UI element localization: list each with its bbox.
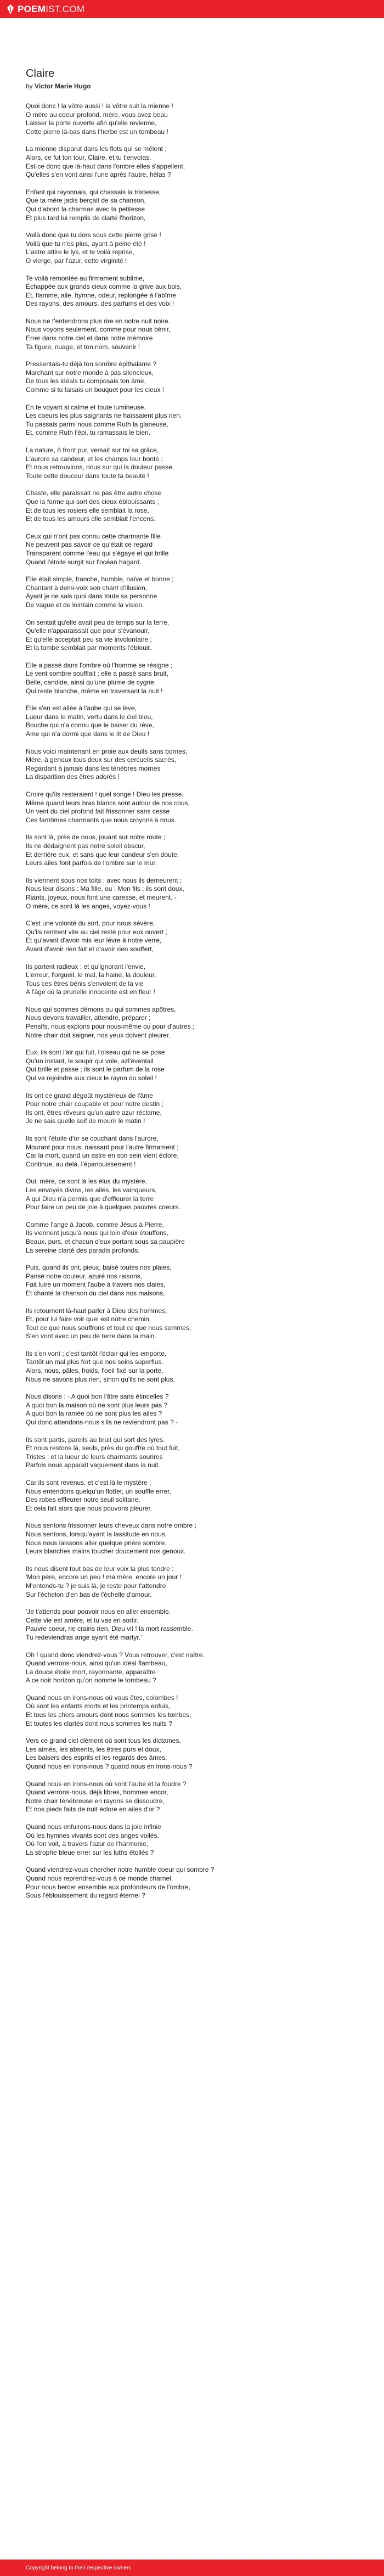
poem-line: Où les hymnes vivants sont des anges voilés,	[26, 1831, 159, 1839]
poem-line: Qu'elles s'en vont ainsi l'une après l'autre, hélas ?	[26, 171, 171, 179]
poem-line: Continue, au delà, l'épanouissement !	[26, 1160, 136, 1168]
poem-line: Nous devons travailler, attendre, préparer ;	[26, 1014, 151, 1022]
stanza	[26, 145, 358, 179]
poem-line: De tous les idéals tu composais ton âme,	[26, 377, 146, 385]
poem-line: Quand verrons-nous, ainsi qu'un idéal flambeau,	[26, 1659, 167, 1668]
poem-line: Qu'elle n'apparaissait que pour s'évanouir,	[26, 627, 150, 635]
stanza	[26, 1866, 358, 1900]
stanza	[26, 1221, 358, 1255]
poem-line: Beaux, purs, et chacun d'eux portant sous sa paupière	[26, 1237, 185, 1245]
stanza	[26, 1479, 358, 1513]
poem-line: Même quand leurs bras blancs sont autour de nos cous,	[26, 799, 190, 807]
poem-line: Ils retournent là-haut parler à Dieu des hommes,	[26, 1306, 167, 1315]
poem-line: La douce étoile mort, rayonnante, apparaître	[26, 1668, 156, 1676]
poem-line: Transparent comme l'eau qui s'égaye et qui brille	[26, 549, 169, 557]
poem-line: C'est une volonté du sort, pour nous sévère,	[26, 919, 155, 928]
poem-line: Comme l'ange à Jacob, comme Jésus à Pierre,	[26, 1220, 164, 1228]
stanza	[26, 188, 358, 222]
poem-line: Et qu'avant d'avoir mis leur lèvre à notre verre,	[26, 936, 162, 945]
poem-line: Ils viennent jusqu'à nous qui loin d'eux étouffons,	[26, 1229, 168, 1237]
stanza	[26, 661, 358, 695]
stanza	[26, 619, 358, 653]
stanza	[26, 1565, 358, 1599]
poem-line: Un vent du ciel profond fait frissonner sans cesse	[26, 807, 170, 816]
poem-line: Alors, ce fut ton tour, Claire, et tu t'envolas.	[26, 153, 151, 161]
poem-line: Te voilà remontée au firmament sublime,	[26, 274, 145, 282]
poem-line: Que ta mère jadis berçait de sa chanson,	[26, 197, 146, 205]
poem-line: Sur l'échelon d'en bas de l'échelle d'amour.	[26, 1590, 152, 1598]
poem-line: Ta figure, nuage, et ton nom, souvenir !	[26, 343, 140, 351]
poem-line: Pansé notre douleur, azuré nos raisons,	[26, 1272, 143, 1280]
stanza	[26, 446, 358, 480]
stanza	[26, 1608, 358, 1642]
poem-line: A ce noir horizon qu'on nomme le tombeau ?	[26, 1676, 156, 1685]
poem-line: Quand verrons-nous, déjà libres, hommes encor,	[26, 1788, 168, 1797]
poem-line: Qui donc attendons-nous s'ils ne reviendront pas ? -	[26, 1418, 178, 1427]
poem-line: S'en vont avec un peu de terre dans la main.	[26, 1332, 156, 1340]
poem-content	[0, 18, 384, 1900]
poem-line: Quoi donc ! la vôtre aussi ! la vôtre suit la mienne !	[26, 102, 173, 110]
poem-line: Mourant pour nous, naissant pour l'autre firmament ;	[26, 1143, 179, 1151]
poem-line: Leurs blanches mains toucher doucement nos genoux.	[26, 1547, 186, 1556]
poem-line: Et tous les chers amours dont nous sommes les tombes,	[26, 1711, 191, 1719]
poem-line: Ne peuvent pas savoir ce qu'était ce regard	[26, 541, 153, 549]
poem-line: Nous nous laissons aller quelque prière sombre,	[26, 1539, 167, 1547]
poem-line: Tu redeviendras ange ayant été martyr.'	[26, 1633, 142, 1641]
poem-line: Oh ! quand donc viendrez-vous ? Vous retrouver, c'est naître.	[26, 1651, 205, 1659]
stanza	[26, 1177, 358, 1211]
stanza	[26, 790, 358, 824]
poem-line: Pauvre coeur, ne crains rien, Dieu vit ! la mort rassemble.	[26, 1625, 193, 1633]
poem-line: Marchant sur notre monde à pas silencieux,	[26, 368, 154, 377]
stanza	[26, 1780, 358, 1814]
poem-line: Pour notre chair coupable et pour notre destin ;	[26, 1100, 163, 1108]
poem-line: Les envoyés divins, les ailés, les vainqueurs,	[26, 1186, 157, 1194]
poem-line: En te voyant si calme et toute lumineuse,	[26, 403, 146, 411]
poem-line: Chaste, elle paraissait ne pas être autre chose	[26, 489, 162, 497]
poem-line: Notre chair doit saigner, nos yeux doivent pleurer.	[26, 1031, 171, 1039]
poem-line: Nous disons : - A quoi bon l'âtre sans étincelles ?	[26, 1393, 169, 1401]
poem-line: Et, flamme, aile, hymne, odeur, replongée à l'abîme	[26, 291, 176, 299]
stanza	[26, 1393, 358, 1427]
poem-line: Et plus tard lui remplis de clarté l'horizon,	[26, 214, 146, 222]
poem-line: Cette pierre là-bas dans l'herbe est un tombeau !	[26, 127, 168, 136]
stanza	[26, 748, 358, 782]
poem-line: Tous ces êtres bénis s'envolent de la vie	[26, 979, 144, 987]
poem-line: Tristes ; et la lueur de leurs charmants sourires	[26, 1452, 163, 1461]
poem-line: 'Mon père, encore un peu ! ma mère, encore un jour !	[26, 1573, 182, 1581]
poem-line: L'astre attire le lys, et te voilà reprise,	[26, 248, 134, 256]
poem-line: Ils partent radieux ; et qu'ignorant l'envie,	[26, 962, 146, 970]
poem-line: L'aurore sa candeur, et les champs leur bonté ;	[26, 454, 163, 463]
stanza	[26, 1135, 358, 1169]
poem-line: O vierge, par l'azur, cette virginité !	[26, 256, 127, 265]
stanza	[26, 877, 358, 911]
poem-line: Car la mort, quand un astre en son sein vient éclore,	[26, 1152, 179, 1160]
poem-line: Quand nous reprendrez-vous à ce monde charnel,	[26, 1874, 173, 1882]
poem-line: Riants, joyeux, nous font une caresse, et meurent. -	[26, 893, 177, 901]
poem-line: Ils sont là, près de nous, jouant sur notre route ;	[26, 833, 166, 841]
poem-line: Mère, à genoux tous deux sur des cercueils sacrés,	[26, 756, 177, 764]
poem-line: Comme si tu faisais un bouquet pour les cieux !	[26, 386, 165, 394]
stanza	[26, 1092, 358, 1126]
poem-line: A l'âge où la prunelle innocente est en fleur !	[26, 988, 155, 996]
poem-line: Ceux qui n'ont pas connu cette charmante fille	[26, 532, 161, 540]
poem-line: Est-ce donc que là-haut dans l'ombre elles s'appellent,	[26, 162, 185, 170]
poem-line: Qu'ils rentrent vite au ciel resté pour eux ouvert ;	[26, 928, 167, 936]
poem-line: Où sont les enfants morts et les printemps enfuis,	[26, 1702, 171, 1710]
poem-line: Voilà que tu n'es plus, ayant à peine été !	[26, 239, 146, 248]
stanza	[26, 1694, 358, 1728]
poem-line: Elle s'en est allée à l'aube qui se lève,	[26, 704, 137, 712]
poem-line: A quoi bon la maison où ne sont plus leurs pas ?	[26, 1401, 168, 1409]
poem-line: M'entends-tu ? je suis là, je reste pour t'attendre	[26, 1581, 166, 1590]
stanza	[26, 1006, 358, 1040]
poem-line: Qu'un instant, le soupir qui vole, azl'éventail	[26, 1057, 154, 1065]
logo-name: POEM	[18, 3, 46, 14]
poem-line: Qui d'abord la charmas avec ta petitesse	[26, 205, 145, 213]
poem-line: Tu passais parmi nous comme Ruth la glaneuse,	[26, 420, 168, 428]
stanza	[26, 963, 358, 997]
poem-line: Les baisers des esprits et les regards des âmes,	[26, 1754, 167, 1762]
poem-line: Où l'on voit, à travers l'azur de l'harmonie,	[26, 1840, 148, 1848]
poem-line: Notre chair ténébreuse en rayons se dissoudre,	[26, 1797, 165, 1805]
poem-line: Cette vie est amère, et tu vas en sortir.	[26, 1616, 139, 1624]
poem-line: Puis, quand ils ont, pieux, baisé toutes nos plaies,	[26, 1264, 172, 1272]
stanza	[26, 317, 358, 351]
poem-line: La nature, ô front pur, versait sur toi sa grâce,	[26, 446, 159, 454]
poem-line: Et nous retrouvions, nous sur qui la douleur passe,	[26, 463, 174, 472]
poem-line: Les coeurs les plus saignants ne haïssaient plus rien.	[26, 412, 182, 420]
copyright-text: Copyright belong to their respective owners	[26, 2565, 132, 2571]
poem-line: Ils ne dédaignent pas notre soleil obscur,	[26, 841, 145, 850]
poem-line: Que la forme qui sort des cieux éblouissants ;	[26, 497, 159, 506]
poem-line: Pour faire un peu de joie à quelques pauvres coeurs.	[26, 1203, 180, 1211]
stanza	[26, 1350, 358, 1384]
poem-line: Eux, ils sont l'air qui fuit, l'oiseau qui ne se pose	[26, 1048, 165, 1057]
quill-icon	[7, 4, 14, 14]
poem-line: Leurs ailes font parfois de l'ombre sur le mur.	[26, 859, 157, 867]
poem-line: Et, comme Ruth l'épi, tu ramassais le bien.	[26, 429, 151, 437]
poem-line: Regardant à jamais dans les ténèbres mornes	[26, 764, 161, 772]
poem-line: Et nous restons là, seuls, près du gouffre où tout fuit,	[26, 1444, 180, 1452]
poem-line: Alors, nous, pâles, froids, l'oeil fixé sur la porte,	[26, 1367, 163, 1375]
stanza	[26, 532, 358, 566]
poem-line: Ame qui n'a dormi que dans le lit de Dieu !	[26, 730, 150, 738]
stanza	[26, 1651, 358, 1685]
poem-line: Parfois nous apparaît vaguement dans la nuit.	[26, 1461, 160, 1469]
poem-line: Ayant je ne sais quoi dans toute sa personne	[26, 592, 157, 600]
poem-line: Ils viennent sous nos toits ; avec nous ils demeurent ;	[26, 876, 182, 884]
stanza	[26, 274, 358, 308]
poem-line: Nous leur disons : Ma fille, ou : Mon fils ; ils sont doux,	[26, 885, 184, 893]
poem-line: Le vent sombre soufflait ; elle a passé sans bruit,	[26, 670, 168, 678]
poem-line: Bouche qui n'a connu que le baiser du rêve,	[26, 721, 154, 729]
poem-line: Nous sentons, lorsqu'ayant la lassitude en nous,	[26, 1530, 167, 1538]
stanza	[26, 833, 358, 867]
poem-line: Des robes effleurer notre seuil solitaire,	[26, 1496, 140, 1504]
poem-line: La mienne disparut dans les flots qui se mêlent ;	[26, 145, 167, 153]
poem-line: Nous sentons frissonner leurs cheveux dans notre ombre ;	[26, 1522, 196, 1530]
site-logo[interactable]	[7, 4, 84, 15]
stanza	[26, 1522, 358, 1556]
stanza	[26, 1048, 358, 1082]
poem-line: Ils sont l'étoile d'or se couchant dans l'aurore,	[26, 1135, 159, 1142]
poem-line: Quand nous enfuirons-nous dans la joie infinie	[26, 1823, 161, 1831]
poem-line: Ils ont, êtres rêveurs qu'un autre azur réclame,	[26, 1108, 162, 1116]
poem-line: Nous qui sommes démons ou qui sommes apôtres,	[26, 1005, 176, 1013]
poem-line: Qui reste blanche, même en traversant la nuit !	[26, 687, 163, 695]
poem-title: Claire	[26, 68, 55, 80]
stanza	[26, 403, 358, 437]
poem-line: O mère au coeur profond, mère, vous avez beau	[26, 110, 168, 119]
poem-line: Tantôt un mal plus fort que nos soins superflus.	[26, 1358, 163, 1366]
poem-line: Ces fantômes charmants que nous croyons à nous.	[26, 816, 177, 824]
poem-line: L'erreur, l'orgueil, le mal, la haine, la douleur,	[26, 971, 156, 979]
poem-line: Et, pour lui faire voir quel est notre chemin,	[26, 1315, 151, 1323]
poem-line: Belle, candide, ainsi qu'une plume de cygne	[26, 678, 154, 687]
poem-line: Et la tombe semblait par moments l'éblouir.	[26, 644, 152, 652]
poem-body	[26, 102, 358, 1900]
poem-line: Pensifs, nous expions pour nous-même ou pour d'autres ;	[26, 1023, 195, 1031]
poem-line: Et de tous les rosiers elle semblait la rose,	[26, 506, 149, 514]
poem-line: Et qu'elle acceptait peu sa vie involontaire ;	[26, 635, 152, 643]
poem-line: Et derrière eux, et sans que leur candeur s'en doute,	[26, 850, 179, 858]
header-bar	[0, 0, 384, 18]
by-label: by	[26, 82, 33, 90]
poem-line: Laisser la porte ouverte afin qu'elle revienne,	[26, 119, 157, 127]
poem-line: Ils nous disent tout bas de leur voix la plus tendre :	[26, 1564, 174, 1573]
poem-line: Et chanté la chanson du ciel dans nos maisons,	[26, 1289, 165, 1297]
poem-line: Nous entendons quelqu'un flotter, un souffle errer,	[26, 1487, 171, 1495]
poem-line: Quand nous en irons-nous où vous êtes, colombes !	[26, 1693, 178, 1702]
poem-line: Car ils sont revenus, et c'est là le mystère ;	[26, 1479, 151, 1486]
poem-line: Ils sont partis, pareils au bruit qui sort des lyres.	[26, 1435, 165, 1444]
poem-line: Avant d'avoir rien fait et d'avoir rien souffert,	[26, 945, 154, 953]
poem-line: On sentait qu'elle avait peu de temps sur la terre,	[26, 618, 170, 626]
poem-line: Nous ne t'entendrons plus rire en notre nuit noire.	[26, 317, 171, 325]
poem-line: Enfant qui rayonnais, qui chassais la tristesse,	[26, 188, 161, 196]
poem-line: O mère, ce sont là les anges, voyez-vous !	[26, 902, 150, 910]
stanza	[26, 1264, 358, 1298]
stanza	[26, 704, 358, 738]
poem-line: Nous voici maintenant en proie aux deuils sans bornes,	[26, 747, 188, 755]
poem-line: Toute cette douceur dans toute ta beauté !	[26, 472, 149, 480]
stanza	[26, 489, 358, 523]
poem-line: Chantant à demi-voix son chant d'illusion,	[26, 583, 148, 592]
stanza	[26, 1307, 358, 1341]
poem-byline	[26, 82, 358, 90]
poem-line: Et toutes les clartés dont nous sommes les nuits ?	[26, 1719, 172, 1727]
poem-line: Croire qu'ils resteraient ! quel songe ! Dieu les presse.	[26, 790, 184, 798]
stanza	[26, 575, 358, 609]
poem-line: La strophe bleue errer sur les luths étoilés ?	[26, 1848, 154, 1856]
poem-line: Oui, mère, ce sont là les élus du mystère,	[26, 1177, 147, 1186]
poem-line: Lueur dans le matin, vertu dans le ciel bleu,	[26, 712, 153, 721]
poem-line: Vers ce grand ciel clément où sont tous les dictames,	[26, 1737, 181, 1745]
author-link[interactable]: Victor Marie Hugo	[35, 82, 91, 90]
poem-line: De vague et de lointain comme la vision.	[26, 600, 144, 609]
poem-line: Qui brille et passe ; ils sont le parfum de la rose	[26, 1065, 165, 1074]
poem-line: Quand l'étoile surgit sur l'océan hagard.	[26, 558, 142, 566]
poem-line: Et cela fait alors que nous pouvons pleurer.	[26, 1504, 153, 1512]
stanza	[26, 1823, 358, 1857]
poem-line: Errer dans notre ciel et dans notre mémoire	[26, 334, 153, 343]
stanza	[26, 1737, 358, 1771]
poem-line: Des rayons, des amours, des parfums et des voix !	[26, 300, 174, 308]
poem-line: Échappée aux grands cieux comme la grive aux bois,	[26, 283, 182, 291]
poem-line: Quand viendrez-vous chercher notre humble coeur qui sombre ?	[26, 1866, 214, 1874]
poem-line: A quoi bon la ramée où ne sont plus les ailes ?	[26, 1410, 162, 1418]
stanza	[26, 919, 358, 953]
stanza	[26, 360, 358, 394]
stanza	[26, 231, 358, 265]
poem-line: Qui va rejoindre aux cieux le rayon du soleil !	[26, 1074, 157, 1082]
poem-line: Pour nous bercer ensemble aux profondeurs de l'ombre,	[26, 1883, 190, 1891]
poem-line: A qui Dieu n'a permis que d'effleurer la terre	[26, 1194, 154, 1203]
footer-bar	[0, 2560, 384, 2576]
poem-line: Tout ce que nous souffrons et tout ce que nous sommes,	[26, 1323, 191, 1332]
poem-line: Pressentais-tu déjà ton sombre épithalame ?	[26, 360, 157, 368]
poem-line: Et nos pieds faits de nuit éclore en ailes d'or ?	[26, 1805, 160, 1814]
poem-line: Nous voyons seulement, comme pour nous bénir,	[26, 325, 171, 334]
poem-line: Les aimés, les absents, les êtres purs et doux,	[26, 1745, 161, 1753]
poem-line: Elle a passé dans l'ombre où l'homme se résigne ;	[26, 661, 173, 669]
poem-line: La sereine clarté des paradis profonds.	[26, 1246, 140, 1254]
stanza	[26, 1436, 358, 1470]
poem-line: Et de tous les amours elle semblait l'encens.	[26, 515, 156, 523]
poem-line: Fait luire un moment l'aube à travers nos claies,	[26, 1281, 166, 1289]
poem-line: Ils ont ce grand dégoût mystérieux de l'âme	[26, 1091, 153, 1099]
poem-line: Ils s'en vont ; c'est tantôt l'éclair qui les emporte,	[26, 1349, 167, 1357]
stanza	[26, 102, 358, 136]
poem-line: La disparition des êtres adorés !	[26, 773, 120, 781]
poem-line: Voilà donc que tu dors sous cette pierre grise !	[26, 231, 161, 239]
poem-line: Nous ne savons plus rien, sinon qu'ils ne sont plus.	[26, 1375, 175, 1383]
poem-line: Quand nous en irons-nous où sont l'aube et la foudre ?	[26, 1780, 187, 1788]
poem-line: Je ne sais quelle soif de mourir le matin !	[26, 1117, 145, 1125]
poem-line: Elle était simple, franche, humble, naïve et bonne ;	[26, 575, 174, 583]
poem-line: Sous l'éblouissement du regard éternel ?	[26, 1892, 145, 1900]
logo-suffix: IST.COM	[46, 3, 85, 14]
poem-line: 'Je t'attends pour pouvoir nous en aller ensemble.	[26, 1608, 171, 1616]
poem-line: Quand nous en irons-nous ? quand nous en irons-nous ?	[26, 1763, 193, 1771]
